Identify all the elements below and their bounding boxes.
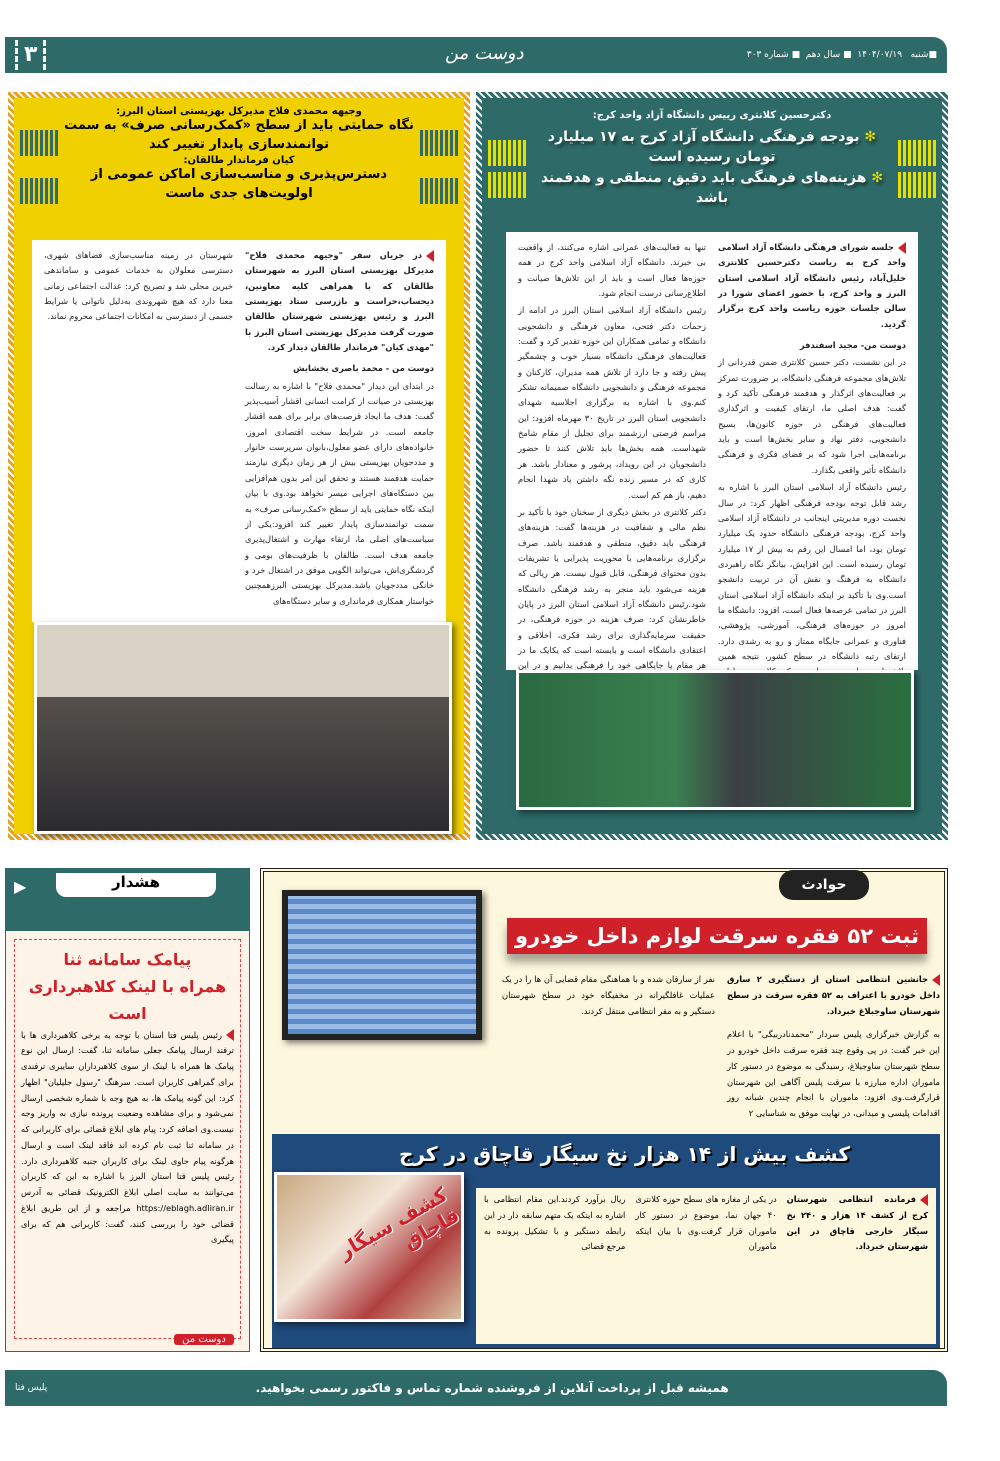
lead-paragraph: فرمانده انتظامی شهرستان کرج از کشف ۱۴ هزار و ۲۴۰ نخ سیگار خارجی قاچاق در این شهرستان خبرداد. <box>786 1194 929 1252</box>
lead-paragraph: در جریان سفر "وجیهه محمدی فلاح" مدیرکل بهزیستی استان البرز به شهرستان طالقان که با همراهی کلیه معاونین، ذیحساب،حراست و بازرسی ستاد بهزیستی البرز و رئیس بهزیستی شهرستان طالقان صورت گرفت مدیرکل بهزیستی استان البرز با "مهدی کیان" فرماندار طالقان دیدار کرد. <box>245 250 434 353</box>
paragraph: دکتر کلانتری در بخش دیگری از سخنان خود با تأکید بر نظم مالی و شفافیت در هزینه‌ها گفت: هزینه‌های فرهنگی باید دقیق، منطقی و هدفمند باشد. صرف برگزاری برنامه‌هایی با محوریت پذیرایی یا تشریفات بدون محتوای فرهنگی، قابل قبول نیست. هر ریالی که هزینه می‌شود باید منجر به رشد فرهنگی دانشگاه شود.رئیس دانشگاه آزاد اسلامی استان البرز در پایان خاطرنشان کرد: صرف هزینه در حوزه فرهنگی، در حقیقت سرمایه‌گذاری برای رشد فکری، اخلاقی و اعتقادی دانشگاه است و بایسته است که یکایک ما در هر مقام یا جایگاهی خود را فرهنگی بدانیم و در این <box>518 506 706 671</box>
date: ۱۴۰۴/۰۷/۱۹ <box>857 50 903 60</box>
kicker-2: کیان فرماندار طالقان: <box>183 154 295 166</box>
warning-text: رئیس پلیس فتا استان با توجه به برخی کلاهبرداری ها با ترفند ارسال پیامک جعلی سامانه ثنا، گفت: ارسال این نوع پیامک ها همراه با لینک از سوی کلاهبرداران سایبری ترفندی برای گمراهی کاربران است. سرهنگ "رسول جلیلیان" اظهار کرد: این گونه پیامک ها، به هیچ وجه با شماره شخصی ارسال نمی‌شود و برای مشاهده وضعیت پرونده نیازی به واریز وجه نیست.وی اضافه کرد: پیام های ابلاغ قضائی برای کاربرانی که در سامانه ثنا ثبت نام کرده اند فاقد لینک است و ارسال هرگونه پیام حاوی لینک برای کاربران جنبه کلاهبرداری دارد. رئیس پلیس فتا استان البرز با اشاره به این که کاربران می‌توانند به سایت اصلی ابلاغ الکترونیک قضائی به آدرس https://eblagh.adliran.ir مراجعه و از این طریق ابلاغ قضائی خود را بررسی کنند، گفت: کاربرانی هم که برای پیگیری <box>21 1029 234 1245</box>
incidents-section <box>260 868 948 1352</box>
bullet-triangle-icon <box>932 974 940 986</box>
footer-tip: همیشه قبل از پرداخت آنلاین از فروشنده شماره تماس و فاکتور رسمی بخواهید. <box>255 1381 729 1395</box>
page-header <box>5 37 947 73</box>
year: سال دهم <box>805 50 841 60</box>
day: شنبه <box>910 50 929 60</box>
paragraph: در یکی از مغازه های سطح حوزه کلانتری ۴۰ جهان نما، موضوع در دستور کار ماموران قرار گرفت.وی با بیان اینکه ماموران <box>635 1194 777 1252</box>
cigarette-article <box>272 1134 940 1348</box>
bullet-triangle-icon <box>898 242 906 254</box>
page-number: ۳ <box>15 40 46 70</box>
headline-1: ✻ بودجه فرهنگی دانشگاه آزاد کرج به ۱۷ میلیارد تومان رسیده است <box>547 129 877 166</box>
lead-paragraph: جانشین انتظامی استان از دستگیری ۲ سارق داخل خودرو با اعتراف به ۵۲ فقره سرقت در سطح شهرستان ساوجبلاغ خبرداد. <box>727 974 940 1016</box>
incidents-label: حوادث <box>779 870 869 900</box>
paragraph: به گزارش خبرگزاری پلیس سردار "محمدنادربیگی" با اعلام این خبر گفت: در پی وقوع چند فقره سرقت داخل خودرو در سطح شهرستان ساوجبلاغ، رسیدگی به موضوع در دستور کار ماموران اداره مبارزه با سرقت پلیس آگاهی این شهرستان قرارگرفت.وی افزود: ماموران با انجام چندین شبانه روز اقدامات پلیسی و میدانی، در نهایت موفق به شناسایی ۲ <box>727 1029 940 1118</box>
issue-number: شماره ۳۰۳ <box>746 50 789 60</box>
incidents-body <box>502 972 940 1124</box>
cigarette-body <box>476 1188 936 1344</box>
kicker-1: وجیهه محمدی فلاح مدیرکل بهزیستی استان البرز: <box>116 106 362 117</box>
issue-meta: ■شنبه ۱۴۰۴/۰۷/۱۹ ■ سال دهم ■ شماره ۳۰۳ <box>746 50 937 60</box>
bullet-triangle-icon <box>226 1029 234 1041</box>
cigarette-photo <box>274 1172 464 1322</box>
headline-2: ✻ هزینه‌های فرهنگی باید دقیق، منطقی و هدفمند باشد <box>540 169 884 206</box>
article-kicker: دکترحسین کلانتری رییس دانشگاه آزاد واحد کرج: <box>592 110 832 121</box>
lead-paragraph: جلسه شورای فرهنگی دانشگاه آزاد اسلامی واحد کرج به ریاست دکترحسین کلانتری خلیل‌آباد، رئیس دانشگاه آزاد اسلامی استان البرز و واحد کرج، با حضور اعضای شورا در سالن جلسات حوزه ریاست واحد کرج برگزار گردید. <box>718 242 906 329</box>
paragraph: ریال برآورد کردند.این مقام انتظامی با اشاره به اینکه یک متهم سابقه دار در این رابطه دستگیر و با تشکیل پرونده به مرجع قضائی <box>484 1194 626 1252</box>
cigarette-headline: کشف بیش از ۱۴ هزار نخ سیگار قاچاق در کرج <box>399 1142 850 1166</box>
meeting-photo <box>34 622 452 834</box>
page-footer <box>5 1370 947 1406</box>
footer-source: پلیس فتا <box>15 1383 48 1393</box>
bullet-triangle-icon <box>426 250 434 262</box>
paragraph: تنها به فعالیت‌های عمرانی اشاره می‌کنند، از واقعیت بی خبرند. دانشگاه آزاد اسلامی واحد کرج در همه حوزه‌ها فعال است و باید از این تلاش‌ها صیانت و اطلاع‌رسانی درست انجام شود. <box>518 242 706 299</box>
welfare-article <box>8 92 470 840</box>
bullet-triangle-icon <box>920 1194 928 1206</box>
article-body <box>506 232 918 670</box>
headline-2: دسترس‌پذیری و مناسب‌سازی اماکن عمومی از اولویت‌های جدی ماست <box>90 166 388 201</box>
warning-box <box>5 868 250 1352</box>
article-body <box>32 240 446 622</box>
headline-1: نگاه حمایتی باید از سطح «کمک‌رسانی صرف» به سمت توانمندسازی پایدار تغییر کند <box>64 118 414 152</box>
paragraph: شهرستان در زمینه مناسب‌سازی فضاهای شهری، دسترسی معلولان به خدمات عمومی و ساماندهی خیرین محلی شد و تصریح کرد: عدالت اجتماعی زمانی معنا دارد که هیچ شهروندی به‌دلیل ناتوانی یا شرایط جسمی از دسترسی به امکانات اجتماعی محروم نماند. <box>44 250 233 322</box>
play-icon: ▶ <box>14 877 27 896</box>
university-article <box>476 92 948 840</box>
incidents-headline: ثبت ۵۲ فقره سرقت لوازم داخل خودرو <box>507 918 927 954</box>
arrested-suspects-photo <box>282 890 482 1040</box>
warning-headline-2: همراه با لینک کلاهبرداری است <box>28 977 227 1024</box>
newspaper-logo-small: دوست من <box>174 1334 234 1345</box>
paragraph: رئیس دانشگاه آزاد اسلامی استان البرز در ادامه از زحمات دکتر فتحی، معاون فرهنگی و دانشجویی دانشگاه و تمامی همکاران این حوزه تقدیر کرد و گفت: فعالیت‌های فرهنگی دانشگاه بسیار خوب و چشمگیر پیش رفته و جا دارد از تلاش همه مدیران، کارکنان و مجموعه فرهنگی و دانشجویی دانشگاه صمیمانه تشکر کنم.وی با اشاره به برگزاری اجلاسیه شهدای دانشجویی استان البرز در تاریخ ۳۰ مهرماه افزود: این مراسم فرصتی ارزشمند برای تجلیل از مقام شامخ شهداست. همه بخش‌ها باید تلاش کنند تا حضور دانشجویان در این رویداد، پرشور و معنادار باشد. هر کاری که در مسیر زنده نگه داشتن یاد شهدا انجام دهیم، باز هم کم است. <box>518 305 707 500</box>
paragraph: در این نشست، دکتر حسین کلانتری ضمن قدردانی از تلاش‌های مجموعه فرهنگی دانشگاه، بر ضرورت تمرکز بر فعالیت‌های اثرگذار و هدفمند فرهنگی تأکید کرد و گفت: هدف اصلی ما، ارتقای کیفیت و اثرگذاری فعالیت‌های فرهنگی در حوزه کانون‌ها، بسیج دانشجویی، دفتر نهاد و سایر بخش‌ها است و باید برنامه‌هایی اجرا شود که بر فضای فکری و فرهنگی دانشگاه تأثیر واقعی بگذارد. <box>718 357 906 475</box>
byline: دوست من- مجید اسفندفر <box>799 340 906 351</box>
paragraph: رئیس دانشگاه آزاد اسلامی استان البرز با اشاره به رشد قابل توجه بودجه فرهنگی اظهار کرد: در سال نخست دوره مدیریتی اینجانب در دانشگاه آزاد اسلامی واحد کرج، بودجه فرهنگی دانشگاه حدود یک میلیارد تومان بود، اما امسال این رقم به بیش از ۱۷ میلیارد تومان رسیده است. این افزایش، بیانگر نگاه راهبردی دانشگاه به فرهنگ و نقش آن در تربیت دانشجو است.وی با تأکید بر اینکه دانشگاه آزاد اسلامی استان البرز در تمامی عرصه‌ها فعال است، افزود: دانشگاه ما امروز در حوزه‌های فرهنگی، آموزشی، پژوهشی، فناوری و عمرانی جایگاه ممتاز و رو به رشدی دارد. ارتقای رتبه دانشگاه در سطح کشور، نتیجه همین <box>718 482 906 661</box>
warning-label: هشدار <box>56 873 216 897</box>
paragraph: در ابتدای این دیدار "محمدی فلاح" با اشاره به رسالت بهزیستی در صیانت از کرامت انسانی اقشار آسیب‌پذیر گفت: هدف ما ایجاد فرصت‌های برابر برای همه اقشار جامعه است. در شرایط سخت اقتصادی امروز، خانواده‌های دارای عضو معلول،بانوان سرپرست خانوار و مددجویان بهزیستی بیش از هر زمان دیگری نیازمند حمایت هدفمند هستند و تحقق این امر بدون هم‌افزایی بین دستگاه‌های اجرایی میسر نخواهد بود.وی با بیان اینکه نگاه حمایتی باید از سطح «کمک‌رسانی صرف» به سمت توانمندسازی پایدار تغییر کند افزود:یکی از سیاست‌های اصلی ما، ارتقاء مهارت و اشتغال‌پذیری جامعه هدف است. طالقان با ظرفیت‌های بومی و گردشگری‌اش، می‌تواند الگویی موفق در اشتغال خرد و خانگی مددجویان باشد.مدیرکل بهزیستی البرزهمچنین خواستار همکاری فرمانداری و سایر دستگاه‌های <box>245 380 434 606</box>
photo-caption: کشف سیگار قاچاق <box>334 1182 464 1264</box>
university-president-photo <box>516 670 914 810</box>
warning-headline-1: پیامک سامانه ثنا <box>63 950 192 969</box>
newspaper-logo: دوست من <box>445 43 524 64</box>
byline: دوست من - محمد باصری بخشایش <box>293 363 434 374</box>
paragraph: نفر از سارقان شده و با هماهنگی مقام قضایی آن ها را در یک عملیات غافلگیرانه در مخفیگاه خود در سطح شهرستان دستگیر و به مقر انتظامی منتقل کردند. <box>502 974 715 1016</box>
